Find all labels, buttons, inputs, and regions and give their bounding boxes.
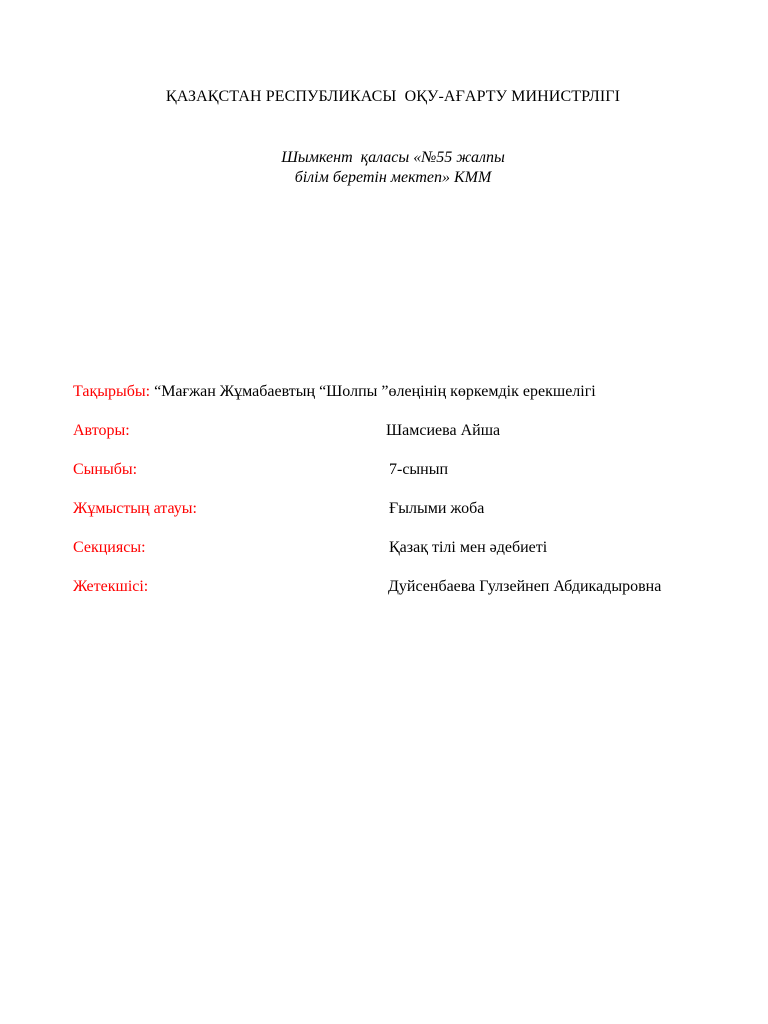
project-details [73, 381, 733, 615]
school-name-line-1: Шымкент қаласы «№55 жалпы [281, 149, 505, 166]
ministry-title: ҚАЗАҚСТАН РЕСПУБЛИКАСЫ ОҚУ-АҒАРТУ МИНИСТРЛІГІ [165, 88, 621, 105]
author-row [73, 420, 733, 459]
supervisor-label: Жетекшісі: [73, 578, 149, 595]
work-type-row [73, 498, 733, 537]
supervisor-value: Дуйсенбаева Гулзейнеп Абдикадыровна [388, 578, 662, 595]
grade-label: Сыныбы: [73, 461, 138, 478]
school-name [0, 148, 768, 188]
supervisor-row [73, 576, 733, 615]
grade-value: 7-сынып [389, 461, 449, 478]
grade-row [73, 459, 733, 498]
author-label: Авторы: [73, 422, 130, 439]
topic-row [73, 381, 733, 420]
author-value: Шамсиева Айша [386, 422, 501, 439]
work-type-label: Жұмыстың атауы: [73, 500, 197, 517]
school-name-line-2: білім беретін мектеп» КММ [294, 169, 492, 186]
work-type-value: Ғылыми жоба [389, 500, 485, 517]
topic-label: Тақырыбы: [73, 383, 151, 400]
section-label: Секциясы: [73, 539, 146, 556]
section-value: Қазақ тілі мен әдебиеті [389, 539, 548, 556]
topic-value: “Мағжан Жұмабаевтың “Шолпы ”өлеңінің көркемдік ерекшелігі [154, 383, 596, 400]
section-row [73, 537, 733, 576]
